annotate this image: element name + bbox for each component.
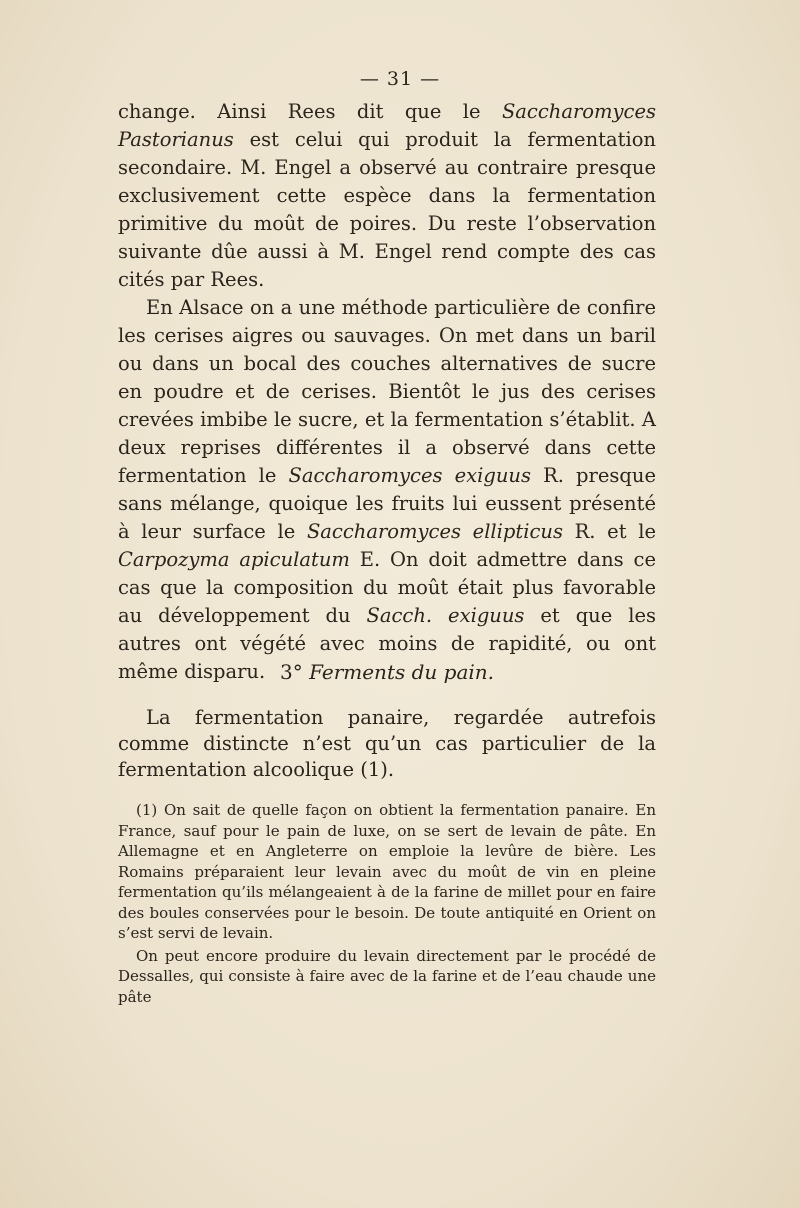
section-number: 3° — [279, 660, 303, 684]
paragraph-2-text-c: R. et le — [562, 520, 656, 543]
species-name-carpozyma: Carpozyma apiculatum — [118, 548, 350, 571]
page-number: — 31 — — [359, 68, 441, 90]
main-text — [118, 98, 656, 686]
footnote-2: On peut encore produire du levain directement par le procédé de Dessalles, qui consiste à faire avec de la farine et de l’eau chaude une pâte — [118, 946, 656, 1006]
footnotes — [118, 800, 656, 1009]
species-name-pastorianus: Saccharomyces Pastorianus — [118, 100, 656, 151]
paragraph-1-text-a: change. Ainsi Rees dit que le — [118, 100, 502, 123]
paragraph-2 — [118, 294, 656, 686]
species-name-sacch-exiguus: Sacch. exiguus — [366, 604, 525, 627]
species-name-ellipticus: Saccharomyces ellipticus — [306, 520, 563, 543]
paragraph-3: La fermentation panaire, regardée autrefois comme distincte n’est qu’un cas particulier de la fermentation alcoolique (1). — [118, 706, 656, 781]
section-text — [118, 705, 656, 783]
paragraph-1-text-b: est celui qui produit la fermentation secondaire. M. Engel a observé au contraire presque exclusivement cette espèce dans la fermentation primitive du moût de poires. Du reste l’observation suivante dûe aussi à M. Engel rend compte des cas cités par Rees. — [118, 128, 656, 291]
paragraph-2-text-e: et que les autres ont végété avec moins de rapidité, ou ont même disparu. — [118, 604, 656, 683]
footnote-1: (1) On sait de quelle façon on obtient la fermentation panaire. En France, sauf pour le pain de luxe, on se sert de levain de pâte. En Allemagne et en Angleterre on emploie la levûre de bière. Les Romains préparaient leur levain avec du moût de vin en pleine fermentation qu’ils mélangeaient à de la farine de millet pour en faire des boules conservées pour le besoin. De toute antiquité en Orient on s’est servi de levain. — [118, 801, 656, 942]
section-heading — [118, 660, 656, 684]
paragraph-2-text-b: R. presque sans mélange, quoique les fruits lui eussent présenté à leur surface le — [118, 464, 656, 543]
species-name-exiguus: Saccharomyces exiguus — [288, 464, 531, 487]
paragraph-1 — [118, 98, 656, 294]
paragraph-2-text-d: E. On doit admettre dans ce cas que la composition du moût était plus favorable au développement du — [118, 548, 656, 627]
section-title: Ferments du pain. — [309, 660, 494, 684]
paragraph-2-text-a: En Alsace on a une méthode particulière de confire les cerises aigres ou sauvages. On met dans un baril ou dans un bocal des couches alternatives de sucre en poudre et de cerises. Bientôt le jus des cerises crevées imbibe le sucre, et la fermentation s’établit. A deux reprises différentes il a observé dans cette fermentation le — [118, 296, 656, 487]
